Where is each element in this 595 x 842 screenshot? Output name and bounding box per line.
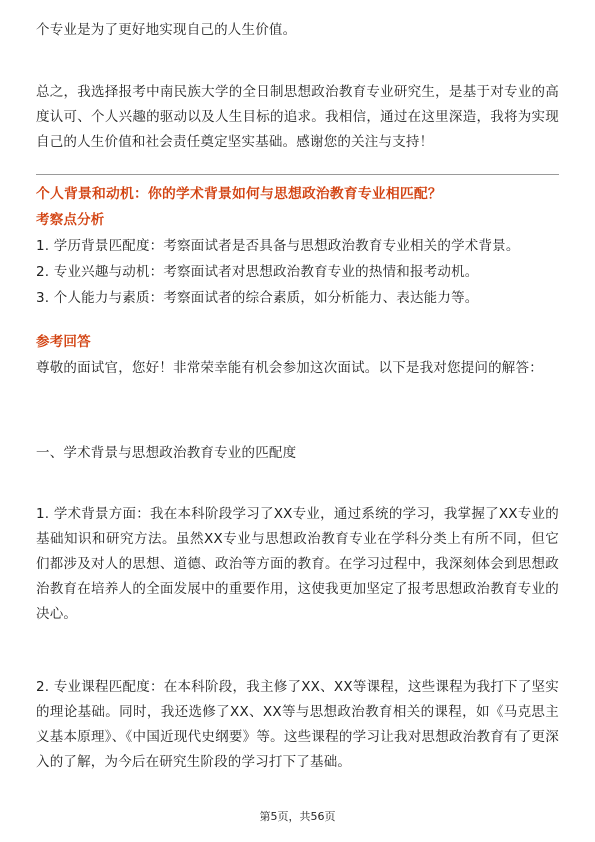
analysis-point-2: 2. 专业兴趣与动机：考察面试者对思想政治教育专业的热情和报考动机。 — [36, 264, 479, 280]
conclusion-paragraph: 总之，我选择报考中南民族大学的全日制思想政治教育专业研究生，是基于对专业的高度认可、个人兴趣的驱动以及人生目标的追求。我相信，通过在这里深造，我将为实现自己的人生价值和社会责任奠定坚实基础。感谢您的关注与支持！ — [36, 84, 559, 150]
section-divider — [36, 174, 559, 175]
answer-point-2: 2. 专业课程匹配度：在本科阶段，我主修了XX、XX等课程，这些课程为我打下了坚实的理论基础。同时，我还选修了XX、XX等与思想政治教育相关的课程，如《马克思主义基本原理》、《中国近现代史纲要》等。这些课程的学习让我对思想政治教育有了更深入的了解，为今后在研究生阶段的学习打下了基础。 — [36, 679, 559, 770]
answer-point-1: 1. 学术背景方面：我在本科阶段学习了XX专业，通过系统的学习，我掌握了XX专业的基础知识和研究方法。虽然XX专业与思想政治教育专业在学科分类上有所不同，但它们都涉及对人的思想、道德、政治等方面的教育。在学习过程中，我深刻体会到思想政治教育在培养人的全面发展中的重要作用，这使我更加坚定了报考思想政治教育专业的决心。 — [36, 506, 559, 622]
page-number-footer: 第5页，共56页 — [259, 810, 336, 823]
greeting-paragraph: 尊敬的面试官，您好！非常荣幸能有机会参加这次面试。以下是我对您提问的解答： — [36, 360, 543, 376]
answer-label: 参考回答 — [36, 334, 91, 350]
section-heading: 一、学术背景与思想政治教育专业的匹配度 — [36, 445, 297, 461]
analysis-label: 考察点分析 — [36, 212, 105, 228]
analysis-point-1: 1. 学历背景匹配度：考察面试者是否具备与思想政治教育专业相关的学术背景。 — [36, 238, 520, 254]
analysis-point-3: 3. 个人能力与素质：考察面试者的综合素质，如分析能力、表达能力等。 — [36, 290, 479, 306]
paragraph-end: 个专业是为了更好地实现自己的人生价值。 — [36, 22, 297, 38]
question-title: 个人背景和动机：你的学术背景如何与思想政治教育专业相匹配？ — [36, 186, 442, 202]
